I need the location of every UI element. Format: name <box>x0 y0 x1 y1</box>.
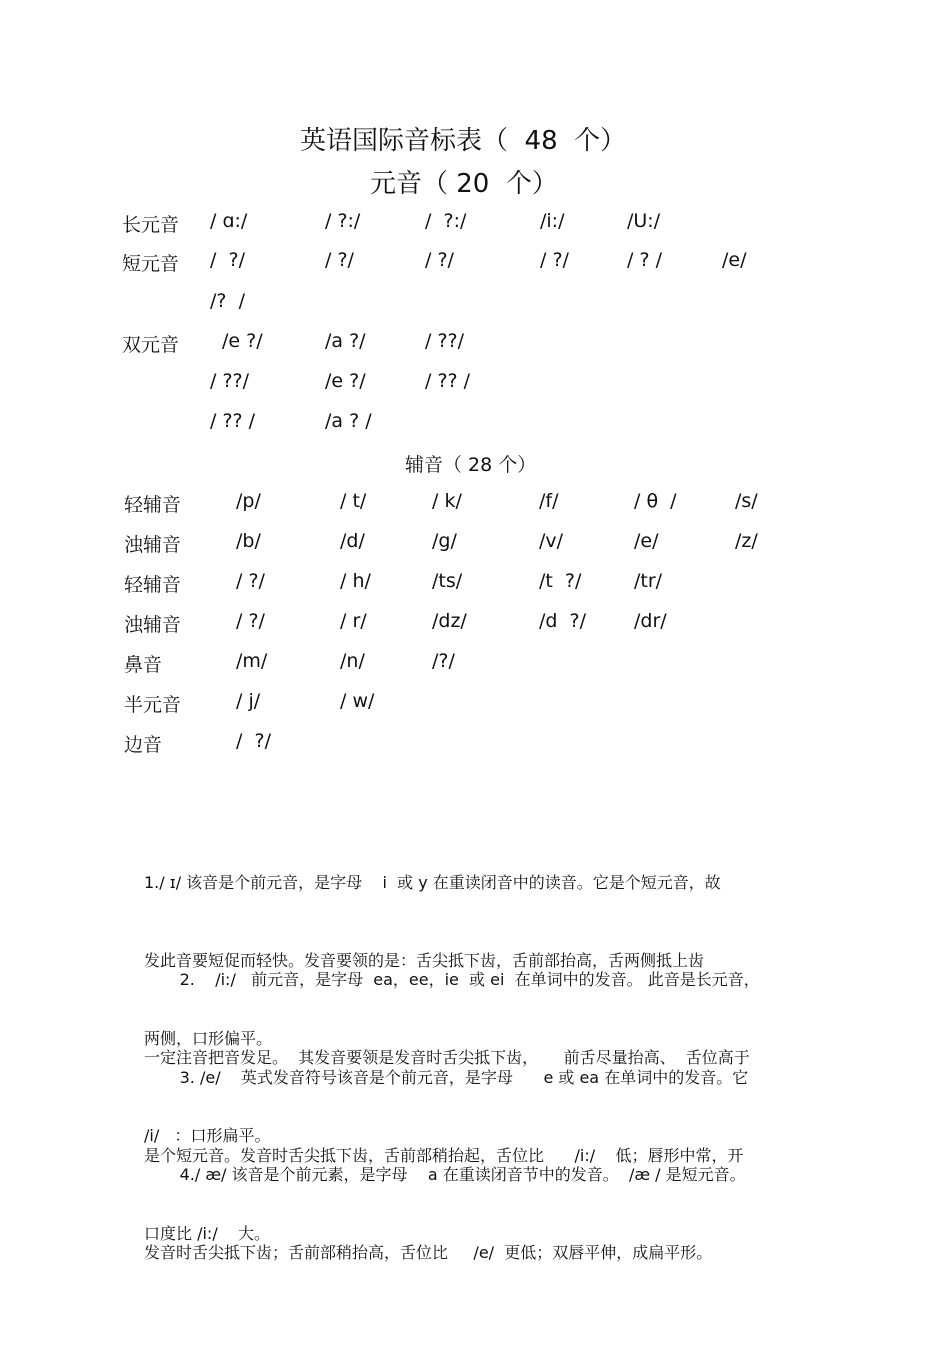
phonetic-symbol: /b/ <box>236 530 261 552</box>
consonant-row-label: 半元音 <box>124 694 182 716</box>
phonetic-symbol: /m/ <box>236 650 268 672</box>
phonetic-symbol: /?/ <box>432 650 455 672</box>
page-title: 英语国际音标表（ 48 个） <box>300 126 627 156</box>
consonant-row-label: 浊辅音 <box>124 614 182 636</box>
phonetic-symbol: / ?/ <box>236 610 265 632</box>
note-line: 3. /e/ 英式发音符号该音是个前元音，是字母 e 或 ea 在单词中的发音。它 <box>144 1068 749 1087</box>
phonetic-symbol: /z/ <box>735 530 758 552</box>
phonetic-symbol: / r/ <box>340 610 367 632</box>
phonetic-symbol: /tr/ <box>634 570 663 592</box>
phonetic-symbol: /p/ <box>236 490 261 512</box>
phonetic-symbol: /g/ <box>432 530 457 552</box>
phonetic-symbol: /dz/ <box>432 610 467 632</box>
consonant-row-label: 鼻音 <box>124 654 163 676</box>
consonant-row-label: 轻辅音 <box>124 494 182 516</box>
phonetic-symbol: /U:/ <box>627 210 661 232</box>
phonetic-symbol: /d ?/ <box>539 610 587 632</box>
consonant-row-label: 浊辅音 <box>124 534 182 556</box>
phonetic-symbol: /e/ <box>722 249 747 271</box>
phonetic-symbol: / t/ <box>340 490 367 512</box>
phonetic-symbol: / ? / <box>627 249 662 271</box>
short-vowel-label: 短元音 <box>122 253 180 275</box>
phonetic-symbol: / ??/ <box>425 330 465 352</box>
phonetic-symbol: / ?? / <box>425 370 471 392</box>
phonetic-symbol: /n/ <box>340 650 365 672</box>
phonetic-symbol: / ?/ <box>325 249 354 271</box>
phonetic-symbol: /v/ <box>539 530 564 552</box>
note-paragraph <box>144 1110 746 1292</box>
phonetic-symbol: /? / <box>210 290 245 312</box>
phonetic-symbol: / ?/ <box>236 730 271 752</box>
phonetic-symbol: /a ? / <box>325 410 372 432</box>
consonant-row-label: 边音 <box>124 734 163 756</box>
note-line: /i/ ：口形扁平。 <box>144 1126 271 1145</box>
note-line: 是个短元音。发音时舌尖抵下齿，舌前部稍抬起，舌位比 /i:/ 低；唇形中常，开 <box>144 1146 744 1165</box>
note-line: 发音时舌尖抵下齿；舌前部稍抬高，舌位比 /e/ 更低；双唇平伸，成扁平形。 <box>144 1243 713 1262</box>
phonetic-symbol: / ?:/ <box>425 210 467 232</box>
note-line: 发此音要短促而轻快。发音要领的是：舌尖抵下齿，舌前部抬高，舌两侧抵上齿 <box>144 951 705 970</box>
vowel-heading: 元音（ 20 个） <box>370 169 558 199</box>
phonetic-symbol: /e ?/ <box>325 370 366 392</box>
note-line: 两侧，口形偏平。 <box>144 1029 273 1048</box>
phonetic-symbol: / θ / <box>634 490 677 512</box>
phonetic-symbol: /e ?/ <box>222 330 263 352</box>
phonetic-symbol: /e/ <box>634 530 659 552</box>
phonetic-symbol: / ?? / <box>210 410 256 432</box>
phonetic-symbol: / ??/ <box>210 370 250 392</box>
long-vowel-label: 长元音 <box>122 214 180 236</box>
phonetic-symbol: / w/ <box>340 690 375 712</box>
phonetic-symbol: /dr/ <box>634 610 667 632</box>
phonetic-symbol: /t ?/ <box>539 570 582 592</box>
phonetic-symbol: / k/ <box>432 490 462 512</box>
phonetic-symbol: /ts/ <box>432 570 463 592</box>
phonetic-symbol: / j/ <box>236 690 261 712</box>
consonant-heading: 辅音（ 28 个） <box>405 454 537 476</box>
phonetic-symbol: /s/ <box>735 490 758 512</box>
note-line: 2. /i:/ 前元音，是字母 ea，ee，ie 或 ei 在单词中的发音。 此音是长元音， <box>144 970 760 989</box>
phonetic-symbol: / ?/ <box>210 249 245 271</box>
phonetic-symbol: / ?:/ <box>325 210 361 232</box>
phonetic-symbol: / h/ <box>340 570 371 592</box>
phonetic-symbol: /d/ <box>340 530 365 552</box>
phonetic-symbol: / ?/ <box>425 249 454 271</box>
note-line: 4./ æ/ 该音是个前元素，是字母 a 在重读闭音节中的发音。 /æ / 是短元音。 <box>144 1165 746 1184</box>
note-line: 口度比 /i:/ 大。 <box>144 1224 271 1243</box>
phonetic-symbol: /f/ <box>539 490 559 512</box>
note-line: 1./ ɪ/ 该音是个前元音，是字母 i 或 y 在重读闭音中的读音。它是个短元音，故 <box>144 873 721 892</box>
consonant-row-label: 轻辅音 <box>124 574 182 596</box>
diphthong-label: 双元音 <box>122 334 180 356</box>
phonetic-symbol: / ɑ:/ <box>210 210 248 232</box>
phonetic-symbol: / ?/ <box>236 570 265 592</box>
phonetic-symbol: /i:/ <box>540 210 565 232</box>
phonetic-symbol: /a ?/ <box>325 330 366 352</box>
note-line: 一定注音把音发足。 其发音要领是发音时舌尖抵下齿， 前舌尽量抬高、 舌位高于 <box>144 1048 750 1067</box>
phonetic-symbol: / ?/ <box>540 249 569 271</box>
